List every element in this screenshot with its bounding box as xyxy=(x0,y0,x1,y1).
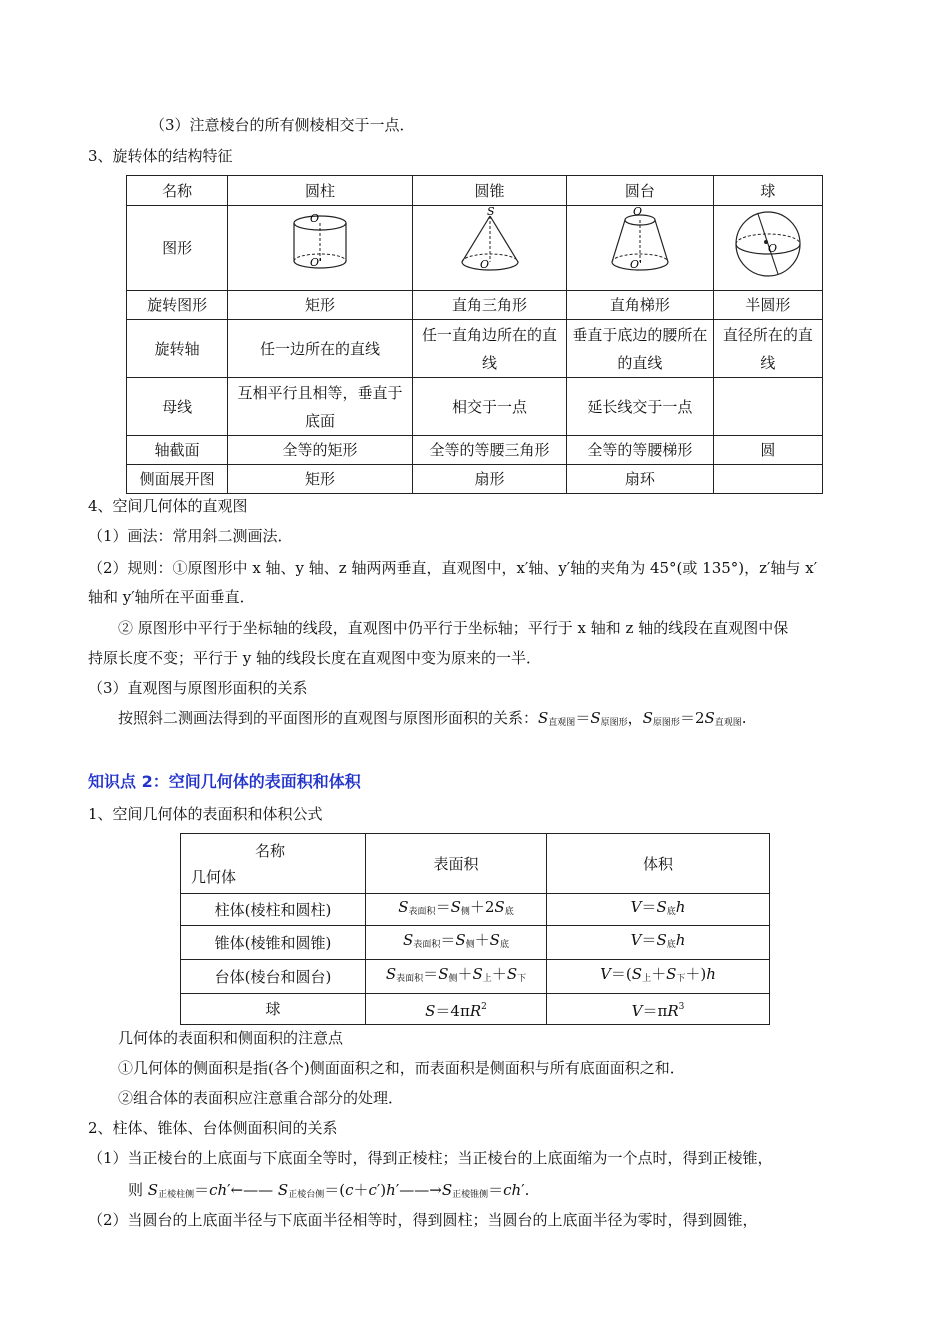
cell: 矩形 xyxy=(228,465,413,494)
cyl-top-label: O xyxy=(310,212,320,225)
note-2: ②组合体的表面积应注意重合部分的处理． xyxy=(118,1089,404,1107)
cell: 直角三角形 xyxy=(412,291,566,320)
sec4-p2a: （2）规则：①原图形中 x 轴、y 轴、z 轴两两垂直，直观图中，x′轴、y′轴的夹角为 45°(或 135°)，z′轴与 x′ xyxy=(88,559,818,577)
cone-figure xyxy=(412,206,566,291)
header-cylinder: 圆柱 xyxy=(228,176,413,206)
cell: 延长线交于一点 xyxy=(567,378,713,436)
col-volume: 体积 xyxy=(547,834,770,894)
cell: 全等的矩形 xyxy=(228,436,413,465)
cell: 扇环 xyxy=(567,465,713,494)
cell: 矩形 xyxy=(228,291,413,320)
cell: 圆 xyxy=(713,436,822,465)
row-prism-name: 柱体(棱柱和圆柱) xyxy=(181,894,366,926)
header-frustum: 圆台 xyxy=(567,176,713,206)
row-sphere-area: $S=4\pi R^2$ xyxy=(366,994,547,1025)
sec4-p2b: 轴和 y′轴所在平面垂直． xyxy=(88,588,255,606)
cell: 扇形 xyxy=(412,465,566,494)
cell: 任一边所在的直线 xyxy=(228,320,413,378)
col-area: 表面积 xyxy=(366,834,547,894)
row-frustum-area: $S_{表面积}=S_侧+S_上+S_下$ xyxy=(366,960,547,994)
row-label-rotation-figure: 旋转图形 xyxy=(127,291,228,320)
row-figure-label: 图形 xyxy=(127,206,228,291)
note-1: ①几何体的侧面积是指(各个)侧面面积之和，而表面积是侧面积与所有底面面积之和． xyxy=(118,1059,685,1077)
row-pyramid-name: 锥体(棱锥和圆锥) xyxy=(181,926,366,960)
sphere-figure xyxy=(713,206,822,291)
cyl-bottom-label: O' xyxy=(310,256,323,269)
row-prism-area: $S_{表面积}=S_侧+2S_底$ xyxy=(366,894,547,926)
cell: 任一直角边所在的直线 xyxy=(412,320,566,378)
cell: 半圆形 xyxy=(713,291,822,320)
frustum-top-label: O xyxy=(632,206,642,218)
cell: 互相平行且相等，垂直于底面 xyxy=(228,378,413,436)
cell: 直角梯形 xyxy=(567,291,713,320)
row-pyramid-area: $S_{表面积}=S_侧+S_底$ xyxy=(366,926,547,960)
kp2-p1: （1）当正棱台的上底面与下底面全等时，得到正棱柱；当正棱台的上底面缩为一个点时，得到正棱锥， xyxy=(88,1149,773,1167)
kp2-sec2: 2、柱体、锥体、台体侧面积间的关系 xyxy=(88,1119,338,1137)
kp2-sec1: 1、空间几何体的表面积和体积公式 xyxy=(88,805,323,823)
sec4-p3a: ② 原图形中平行于坐标轴的线段，直观图中仍平行于坐标轴；平行于 x 轴和 z 轴的线段在直观图中保 xyxy=(118,619,789,637)
corner-cell xyxy=(181,834,366,894)
sec4-p3b: 持原长度不变；平行于 y 轴的线段长度在直观图中变为原来的一半． xyxy=(88,649,542,667)
header-cone: 圆锥 xyxy=(412,176,566,206)
cell xyxy=(713,465,822,494)
sec4-p5-text: 按照斜二测画法得到的平面图形的直观图与原图形面积的关系： xyxy=(118,709,539,727)
row-sphere-vol: $V=\pi R^3$ xyxy=(547,994,770,1025)
cylinder-figure xyxy=(228,206,413,291)
cell: 全等的等腰梯形 xyxy=(567,436,713,465)
sphere-icon xyxy=(730,206,806,282)
cell xyxy=(713,378,822,436)
cell: 全等的等腰三角形 xyxy=(412,436,566,465)
sphere-center-label: O xyxy=(767,242,777,255)
note-title: 几何体的表面积和侧面积的注意点 xyxy=(118,1029,344,1047)
row-label-lateral-net: 侧面展开图 xyxy=(127,465,228,494)
cone-icon xyxy=(450,206,530,282)
corner-top: 名称 xyxy=(255,841,286,860)
cell: 相交于一点 xyxy=(412,378,566,436)
row-label-axial-section: 轴截面 xyxy=(127,436,228,465)
cylinder-icon xyxy=(280,209,360,279)
cone-top-label: S xyxy=(486,206,495,218)
frustum-figure xyxy=(567,206,713,291)
sec4-p1: （1）画法：常用斜二测画法． xyxy=(88,527,293,545)
header-name: 名称 xyxy=(127,176,228,206)
cell: 垂直于底边的腰所在的直线 xyxy=(567,320,713,378)
corner-bottom: 几何体 xyxy=(191,867,237,886)
row-frustum-name: 台体(棱台和圆台) xyxy=(181,960,366,994)
sec4-p5: 按照斜二测画法得到的平面图形的直观图与原图形面积的关系：$S_{直观图}=S_{原图形}$，$S_{原图形}=2S_{直观图}$. xyxy=(118,709,747,728)
header-sphere: 球 xyxy=(713,176,822,206)
intro-line-3: （3）注意棱台的所有侧棱相交于一点． xyxy=(150,116,415,134)
kp2-p2: （2）当圆台的上底面半径与下底面半径相等时，得到圆柱；当圆台的上底面半径为零时，得到圆锥， xyxy=(88,1211,758,1229)
row-label-axis: 旋转轴 xyxy=(127,320,228,378)
section-3-title: 3、旋转体的结构特征 xyxy=(88,147,233,165)
sec4-p4: （3）直观图与原图形面积的关系 xyxy=(88,679,308,697)
rotation-body-table xyxy=(126,175,823,494)
cell: 直径所在的直线 xyxy=(713,320,822,378)
row-pyramid-vol: $V=S_底h$ xyxy=(547,926,770,960)
row-sphere-name: 球 xyxy=(181,994,366,1025)
frustum-bottom-label: O' xyxy=(629,258,642,271)
section-4-title: 4、空间几何体的直观图 xyxy=(88,497,248,515)
row-prism-vol: $V=S_底h$ xyxy=(547,894,770,926)
row-frustum-vol: $V=(S_上+S_下+)h$ xyxy=(547,960,770,994)
formula-table xyxy=(180,833,770,1025)
kp2-p1-formula: 则 $S_{正棱柱侧}=ch'\leftarrow——$ $S_{正棱台侧}=(c+c')h'——\to S_{正棱锥侧}=ch'$. xyxy=(128,1181,530,1200)
frustum-icon xyxy=(600,206,680,282)
row-label-generatrix: 母线 xyxy=(127,378,228,436)
cone-bottom-label: O xyxy=(479,258,489,271)
knowledge-point-2-title: 知识点 2：空间几何体的表面积和体积 xyxy=(88,772,361,791)
